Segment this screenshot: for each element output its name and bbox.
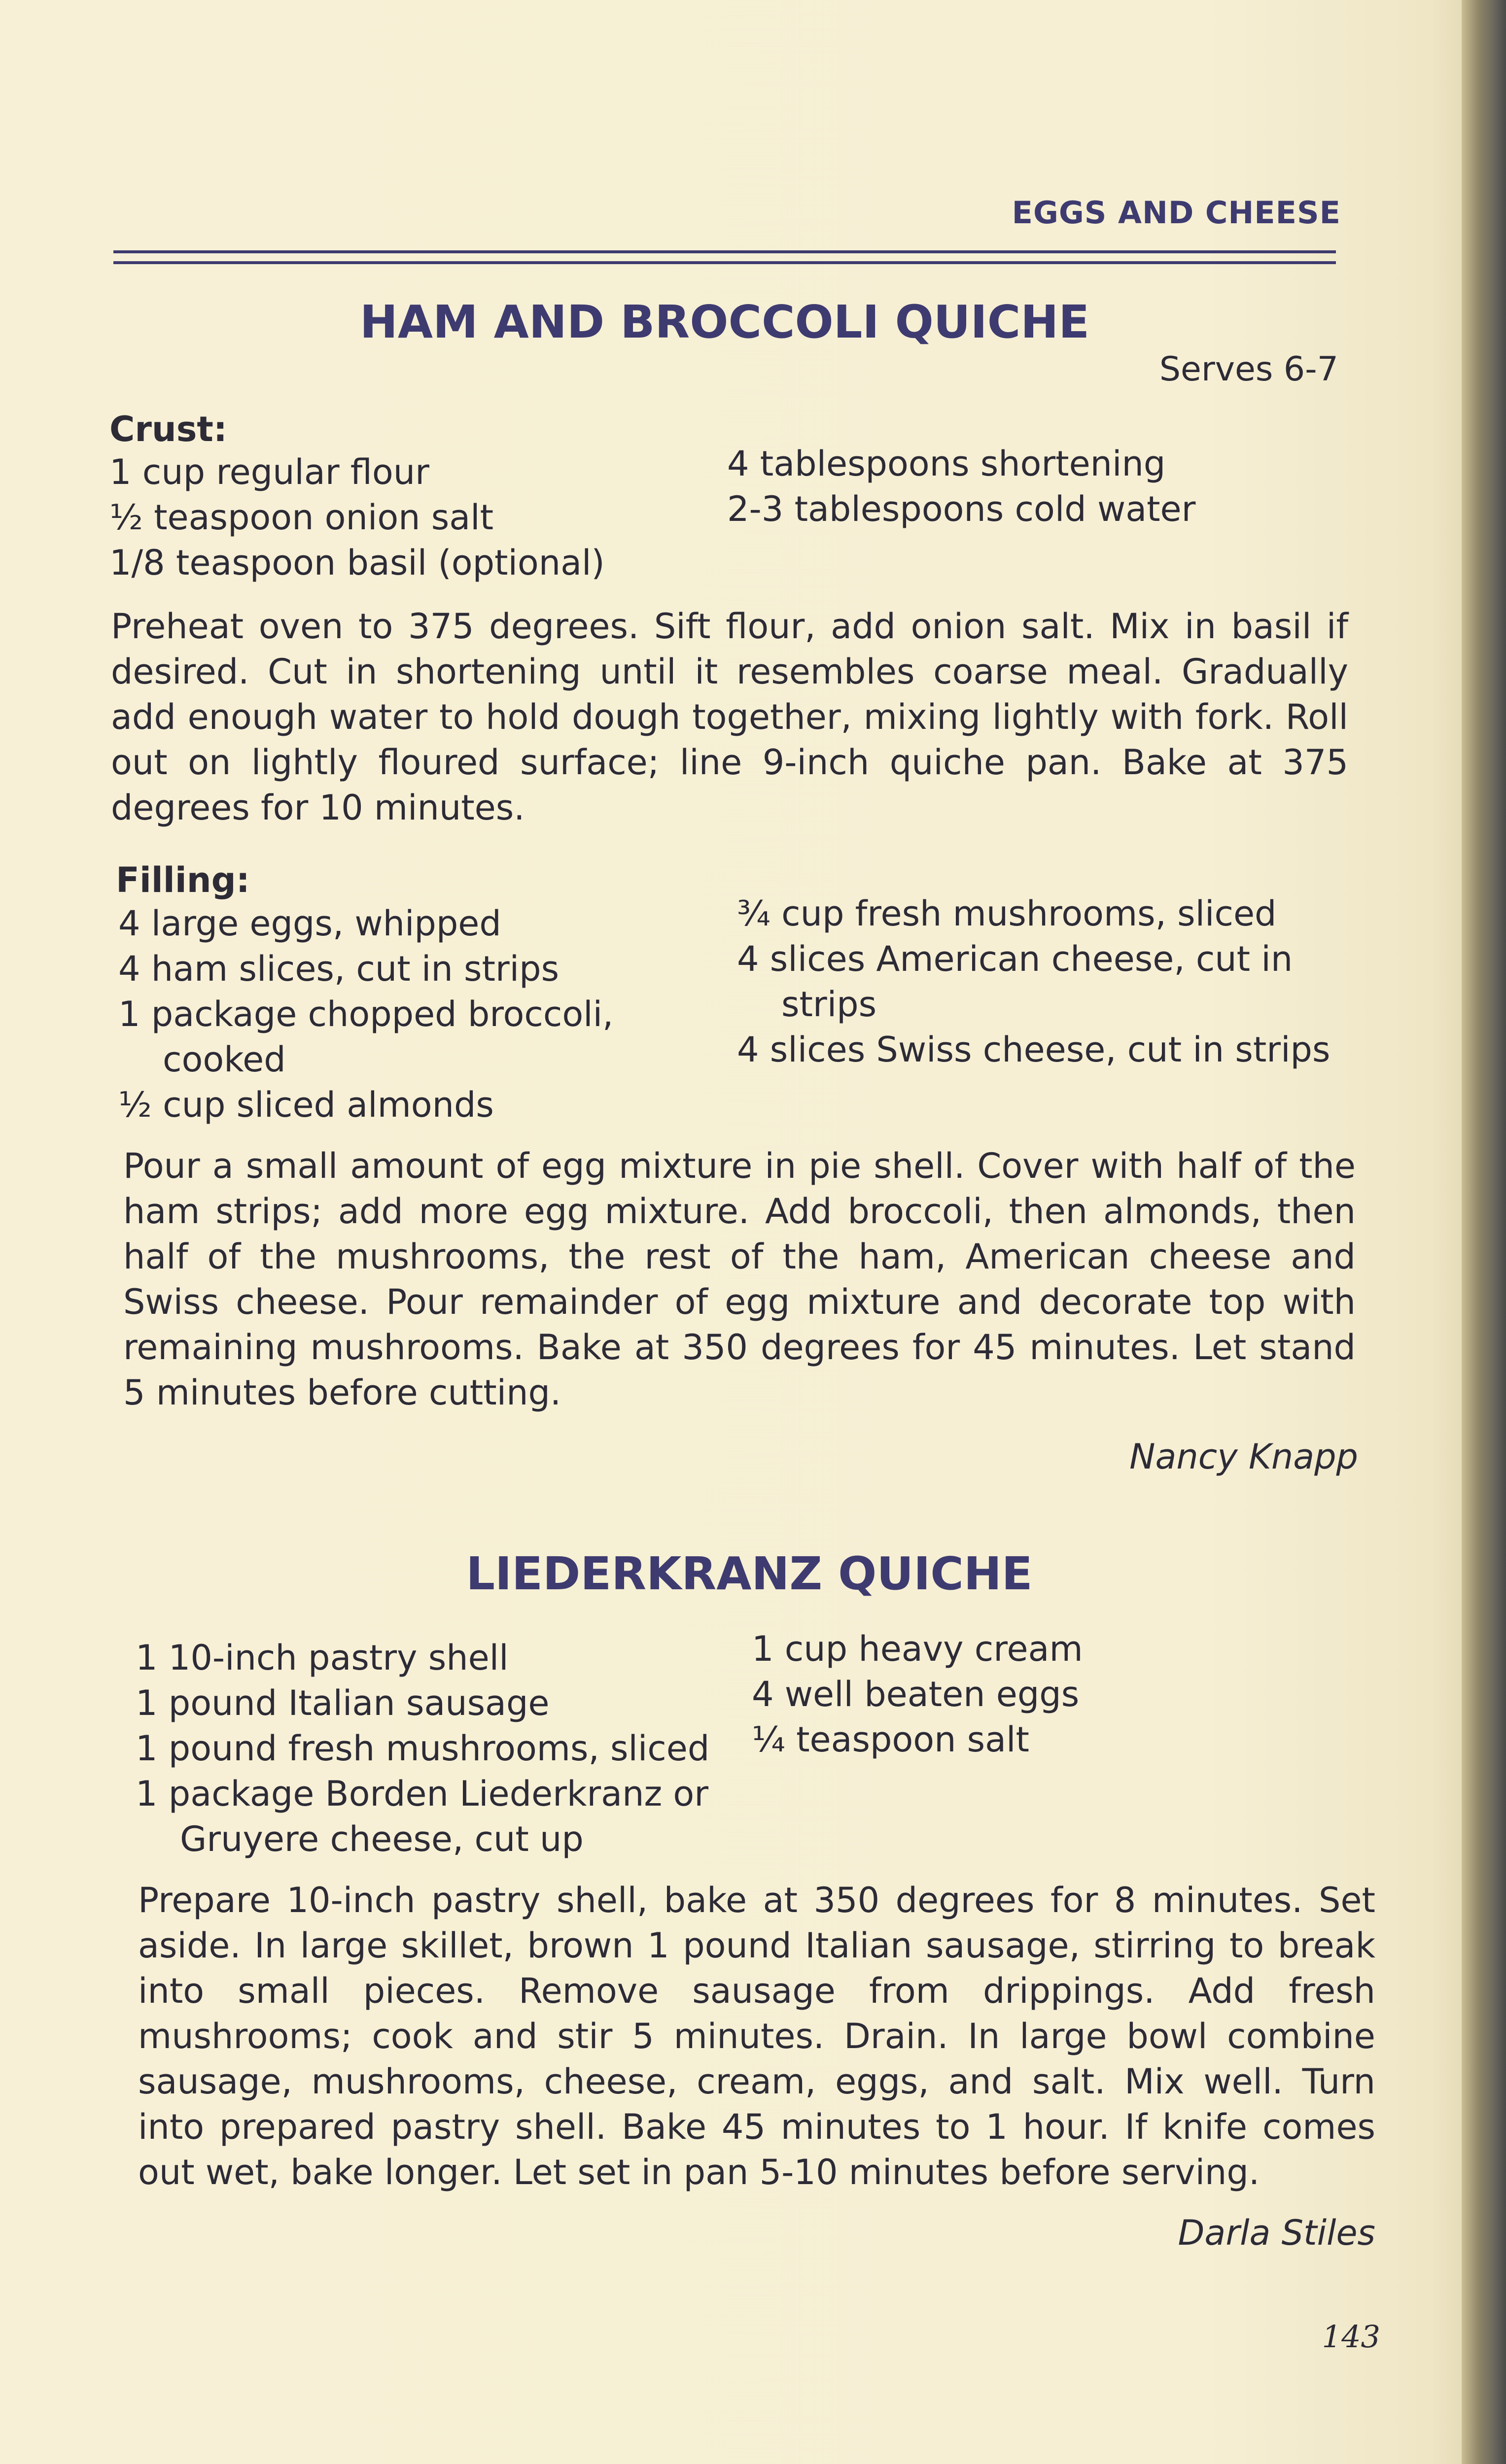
recipe-title: LIEDERKRANZ QUICHE [466,1547,1033,1600]
ingredient: 4 slices American cheese, cut in [737,939,1293,979]
ingredient: ¾ cup fresh mushrooms, sliced [737,893,1277,934]
ingredient: 2-3 tablespoons cold water [727,489,1196,529]
ingredient: 1 package Borden Liederkranz or [136,1774,709,1814]
ingredient: 1 cup regular flour [109,452,429,492]
ingredient: ½ cup sliced almonds [118,1085,494,1125]
filling-label: Filling: [116,860,250,900]
ingredient: ½ teaspoon onion salt [109,497,494,538]
ingredient: 1 package chopped broccoli, [118,994,614,1034]
recipe-instructions: Prepare 10-inch pastry shell, bake at 350 degrees for 8 minutes. Set aside. In large skillet, brown 1 pound Italian sausage, stirring to break into small pieces. Remove sausage from drippings. Add fresh mushrooms; cook and stir 5 minutes. Drain. In large bowl combine sausage, mushrooms, cheese, cream, eggs, and salt. Mix well. Turn into prepared pastry shell. Bake 45 minutes to 1 hour. If knife comes out wet, bake longer. Let set in pan 5-10 minutes before serving. [138,1880,1375,2192]
book-spine [1462,0,1506,2464]
ingredient: 4 well beaten eggs [752,1674,1080,1714]
crust-instructions: Preheat oven to 375 degrees. Sift flour, add onion salt. Mix in basil if desired. Cut in shortening until it resembles coarse meal. Gradually add enough water to hold dough together, mixing lightly with fork. Roll out on lightly floured surface; line 9-inch quiche pan. Bake at 375 degrees for 10 minutes. [111,606,1348,828]
ingredient: strips [781,984,877,1025]
crust-ingredients-right [727,441,1195,532]
ingredient: 1 pound Italian sausage [136,1683,550,1723]
filling-ingredients-right [737,891,1330,1072]
recipe-author: Nancy Knapp [1129,1437,1358,1477]
filling-ingredients-left [118,901,613,1128]
header-rule-bottom [113,261,1336,264]
ingredient: ¼ teaspoon salt [752,1719,1029,1760]
recipe-author: Darla Stiles [1178,2213,1375,2253]
ingredient: cooked [163,1039,286,1080]
serves-label: Serves 6-7 [1159,350,1338,389]
ingredients-right [752,1626,1083,1762]
recipe-title: HAM AND BROCCOLI QUICHE [359,296,1090,348]
ingredient: 4 slices Swiss cheese, cut in strips [737,1029,1331,1070]
ingredient: 4 tablespoons shortening [727,444,1166,484]
ingredient: 1 10-inch pastry shell [136,1638,509,1678]
ingredient: 4 ham slices, cut in strips [118,949,560,989]
ingredient: 1 cup heavy cream [752,1629,1083,1669]
section-header: EGGS AND CHEESE [1012,195,1341,231]
filling-instructions: Pour a small amount of egg mixture in pie shell. Cover with half of the ham strips; add more egg mixture. Add broccoli, then almonds, then half of the mushrooms, the rest of the ham, American cheese and Swiss cheese. Pour remainder of egg mixture and decorate top with remaining mushrooms. Bake at 350 degrees for 45 minutes. Let stand 5 minutes before cutting. [123,1146,1356,1413]
ingredient: 1/8 teaspoon basil (optional) [109,543,605,583]
header-rule-top [113,250,1336,253]
ingredient: 4 large eggs, whipped [118,903,501,944]
page-number: 143 [1322,2319,1380,2355]
crust-label: Crust: [109,409,227,449]
ingredient: 1 pound fresh mushrooms, sliced [136,1728,710,1769]
ingredient: Gruyere cheese, cut up [180,1819,584,1859]
crust-ingredients-left [109,449,605,585]
ingredients-left [136,1635,709,1862]
